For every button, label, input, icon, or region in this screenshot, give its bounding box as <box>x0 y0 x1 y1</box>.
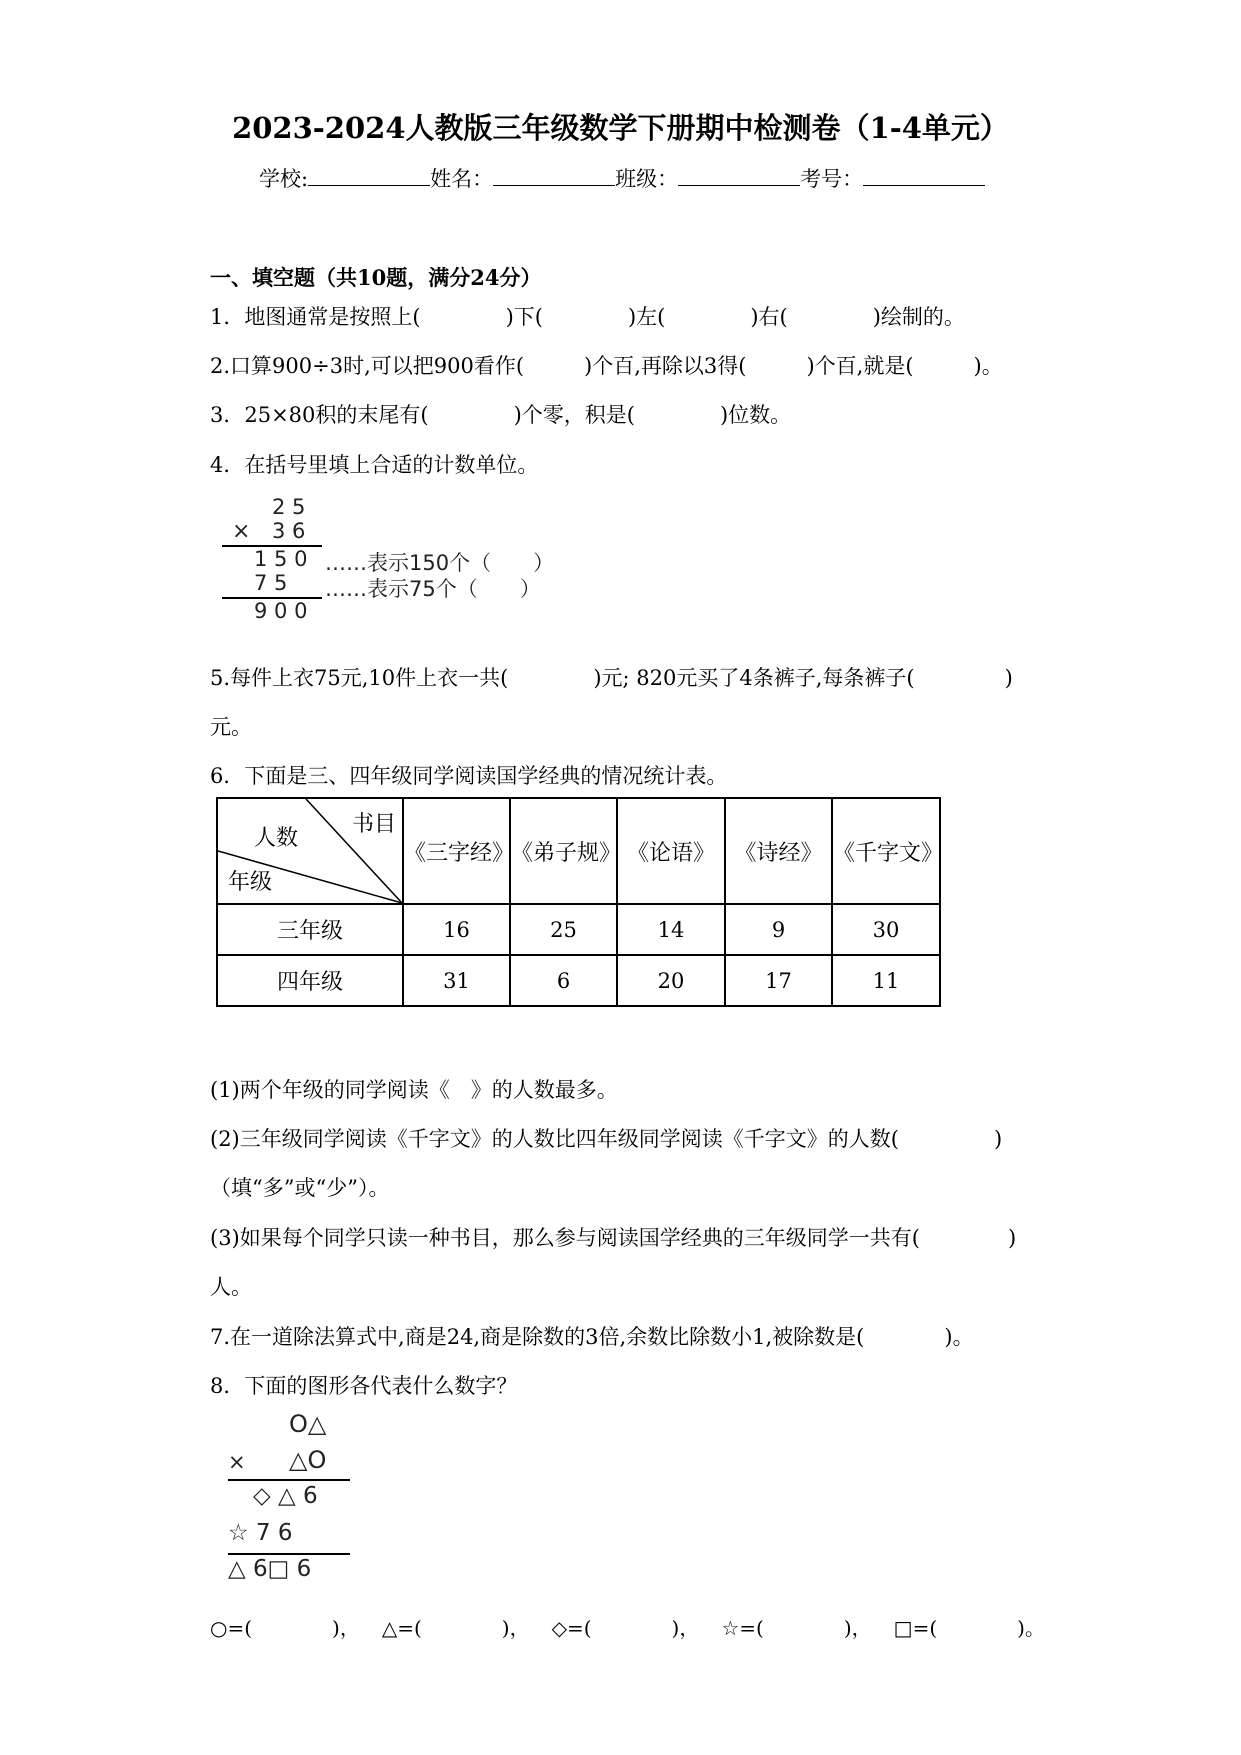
school-blank[interactable] <box>308 167 430 186</box>
symbol-multiplier: △O <box>289 1446 327 1474</box>
note-1: ……表示150个（ ） <box>325 551 555 575</box>
number-blank[interactable] <box>863 167 985 186</box>
table-row <box>217 904 940 955</box>
table-cell: 14 <box>617 904 725 955</box>
partial-product-2: 7 5 <box>254 571 288 595</box>
number-label: 考号： <box>800 167 864 191</box>
class-label: 班级： <box>615 167 679 191</box>
column-header: 《诗经》 <box>725 798 832 904</box>
table-cell: 11 <box>832 955 940 1006</box>
column-header: 《三字经》 <box>403 798 510 904</box>
class-blank[interactable] <box>678 167 800 186</box>
name-label: 姓名： <box>430 167 494 191</box>
question-6-sub-2: (2)三年级同学阅读《千字文》的人数比四年级同学阅读《千字文》的人数( ) <box>210 1127 1003 1151</box>
divider-line <box>228 1553 350 1555</box>
question-5-cont: 元。 <box>210 715 252 739</box>
multiplication-diagram-2 <box>226 1410 406 1590</box>
question-2: 2.口算900÷3时,可以把900看作( )个百,再除以3得( )个百,就是( )。 <box>210 354 1003 378</box>
reading-stats-table <box>216 797 944 1007</box>
symbol-product: △ 6□ 6 <box>228 1556 312 1582</box>
corner-people-label: 人数 <box>254 826 299 851</box>
student-info-line <box>259 163 985 193</box>
question-8: 8．下面的图形各代表什么数字？ <box>210 1374 518 1398</box>
multiplier: 3 6 <box>272 519 306 543</box>
table-row <box>217 955 940 1006</box>
partial-product-1: 1 5 0 <box>254 547 308 571</box>
name-blank[interactable] <box>493 167 615 186</box>
column-header: 《论语》 <box>617 798 725 904</box>
school-label: 学校: <box>259 167 309 191</box>
times-sign: × <box>232 519 251 544</box>
row-header: 三年级 <box>217 904 403 955</box>
table-cell: 31 <box>403 955 510 1006</box>
table-cell: 16 <box>403 904 510 955</box>
question-6-sub-3: (3)如果每个同学只读一种书目，那么参与阅读国学经典的三年级同学一共有( ) <box>210 1226 1017 1250</box>
question-6: 6．下面是三、四年级同学阅读国学经典的情况统计表。 <box>210 764 728 788</box>
column-header: 《弟子规》 <box>510 798 617 904</box>
corner-grade-label: 年级 <box>228 870 273 895</box>
question-6-sub-3-cont: 人。 <box>210 1275 252 1299</box>
table-cell: 20 <box>617 955 725 1006</box>
question-5: 5.每件上衣75元,10件上衣一共( )元; 820元买了4条裤子,每条裤子( ) <box>210 666 1013 690</box>
question-6-sub-2-hint: （填“多”或“少”）。 <box>210 1176 390 1200</box>
divider-line <box>228 1479 350 1481</box>
table-cell: 25 <box>510 904 617 955</box>
table-corner-cell <box>217 798 403 904</box>
row-header: 四年级 <box>217 955 403 1006</box>
exam-title: 2023-2024人教版三年级数学下册期中检测卷（1-4单元） <box>232 111 1009 145</box>
corner-book-label: 书目 <box>352 812 397 837</box>
symbol-partial-2: ☆ 7 6 <box>228 1520 293 1546</box>
question-6-sub-1: (1)两个年级的同学阅读《 》的人数最多。 <box>210 1078 618 1102</box>
multiplicand: 2 5 <box>272 495 306 519</box>
product: 9 0 0 <box>254 599 308 623</box>
symbol-multiplicand: O△ <box>289 1410 327 1438</box>
question-3: 3．25×80积的末尾有( )个零，积是( )位数。 <box>210 403 792 427</box>
column-header: 《千字文》 <box>832 798 940 904</box>
question-1: 1．地图通常是按照上( )下( )左( )右( )绘制的。 <box>210 305 965 329</box>
table-cell: 30 <box>832 904 940 955</box>
table-cell: 9 <box>725 904 832 955</box>
table-cell: 6 <box>510 955 617 1006</box>
question-7: 7.在一道除法算式中,商是24,商是除数的3倍,余数比除数小1,被除数是( )。 <box>210 1325 974 1349</box>
question-8-answers: ○=( )， △=( )， ◇=( )， ☆=( )， □=( )。 <box>210 1616 1045 1640</box>
section-heading: 一、填空题（共10题，满分24分） <box>210 265 542 290</box>
question-4: 4．在括号里填上合适的计数单位。 <box>210 453 539 477</box>
times-sign: × <box>228 1450 246 1474</box>
table-cell: 17 <box>725 955 832 1006</box>
multiplication-diagram-1 <box>220 495 580 625</box>
symbol-partial-1: ◇ △ 6 <box>253 1483 318 1509</box>
note-2: ……表示75个（ ） <box>325 577 541 601</box>
